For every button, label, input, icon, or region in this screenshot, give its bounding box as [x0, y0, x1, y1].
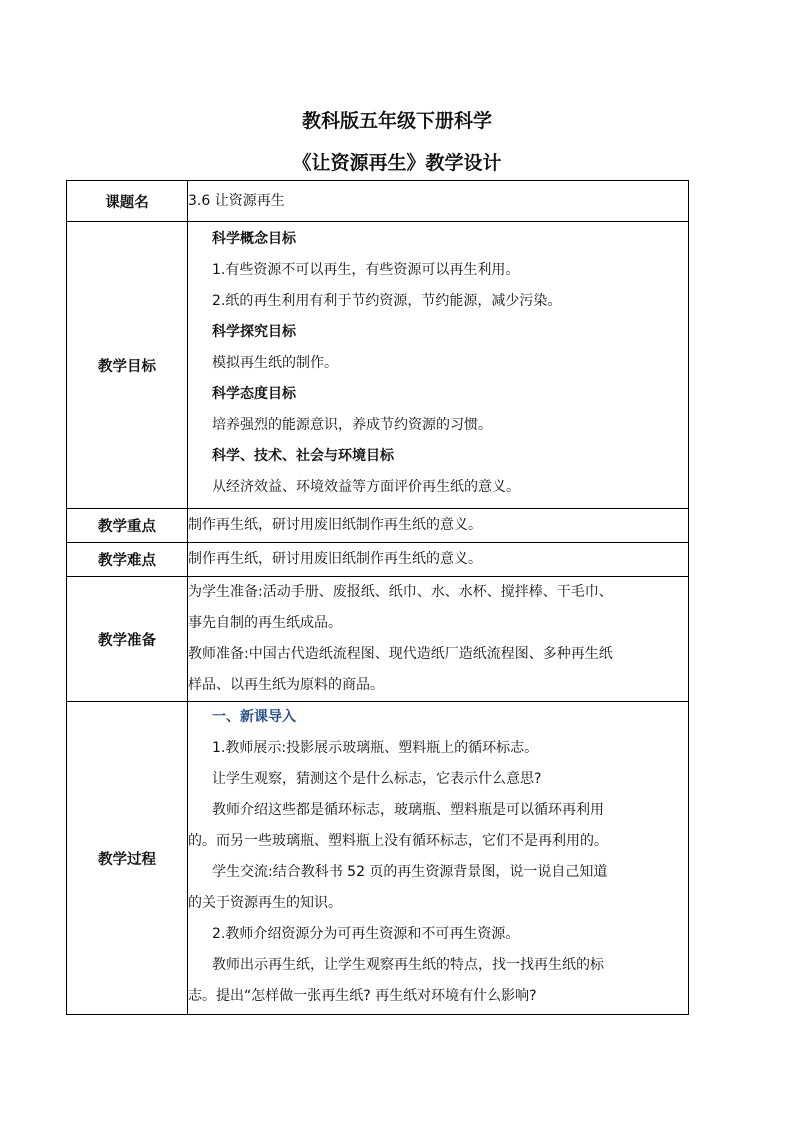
process-paragraph: 学生交流:结合教科书 52 页的再生资源背景图，说一说自己知道	[212, 864, 608, 880]
process-paragraph: 教师出示再生纸，让学生观察再生纸的特点，找一找再生纸的标	[212, 957, 604, 973]
process-paragraph-cont: 的。而另一些玻璃瓶、塑料瓶上没有循环标志，它们不是再利用的。	[188, 833, 608, 849]
process-paragraph-cont: 志。提出“怎样做一张再生纸? 再生纸对环境有什么影响?	[188, 988, 537, 1004]
goals-label: 教学目标	[67, 222, 188, 509]
document-title: 教科版五年级下册科学	[301, 110, 492, 132]
process-paragraph: 2.教师介绍资源分为可再生资源和不可再生资源。	[212, 926, 520, 942]
attitude-item: 培养强烈的能源意识，养成节约资源的习惯。	[212, 417, 492, 433]
table-row	[67, 222, 689, 509]
process-content	[188, 702, 689, 1015]
sts-heading: 科学、技术、社会与环境目标	[212, 448, 394, 464]
sts-item: 从经济效益、环境效益等方面评价再生纸的意义。	[212, 479, 520, 495]
difficulty-label: 教学难点	[67, 543, 188, 577]
concept-heading: 科学概念目标	[212, 231, 296, 247]
preparation-line: 为学生准备:活动手册、废报纸、纸巾、水、水杯、搅拌棒、干毛巾、	[188, 584, 613, 600]
process-paragraph-cont: 的关于资源再生的知识。	[188, 895, 342, 911]
topic-value: 3.6 让资源再生	[188, 181, 689, 222]
attitude-heading: 科学态度目标	[212, 386, 296, 402]
difficulty-value: 制作再生纸，研讨用废旧纸制作再生纸的意义。	[188, 543, 689, 577]
lesson-plan-table	[66, 180, 689, 1015]
concept-item: 2.纸的再生利用有利于节约资源，节约能源，减少污染。	[212, 293, 562, 309]
process-label: 教学过程	[67, 702, 188, 1015]
preparation-line: 教师准备:中国古代造纸流程图、现代造纸厂造纸流程图、多种再生纸	[188, 646, 613, 662]
process-paragraph: 教师介绍这些都是循环标志，玻璃瓶、塑料瓶是可以循环再利用	[212, 802, 604, 818]
table-row	[67, 577, 689, 702]
section-heading: 一、新课导入	[212, 709, 296, 725]
table-row	[67, 543, 689, 577]
preparation-line: 样品、以再生纸为原料的商品。	[188, 677, 384, 693]
preparation-line: 事先自制的再生纸成品。	[188, 615, 342, 631]
preparation-label: 教学准备	[67, 577, 188, 702]
goals-content	[188, 222, 689, 509]
inquiry-item: 模拟再生纸的制作。	[212, 355, 338, 371]
table-row	[67, 702, 689, 1015]
concept-item: 1.有些资源不可以再生，有些资源可以再生利用。	[212, 262, 520, 278]
preparation-content	[188, 577, 689, 702]
process-paragraph: 1.教师展示:投影展示玻璃瓶、塑料瓶上的循环标志。	[212, 740, 539, 756]
key-point-label: 教学重点	[67, 509, 188, 543]
document-subtitle: 《让资源再生》教学设计	[292, 152, 502, 174]
process-paragraph: 让学生观察，猜测这个是什么标志，它表示什么意思?	[212, 771, 542, 787]
inquiry-heading: 科学探究目标	[212, 324, 296, 340]
topic-label: 课题名	[67, 181, 188, 222]
key-point-value: 制作再生纸，研讨用废旧纸制作再生纸的意义。	[188, 509, 689, 543]
table-row	[67, 181, 689, 222]
table-row	[67, 509, 689, 543]
